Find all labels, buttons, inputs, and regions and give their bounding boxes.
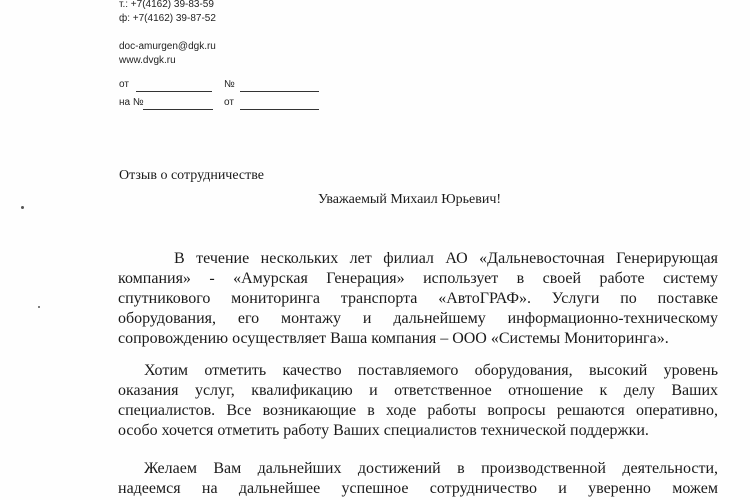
letter-greeting: Уважаемый Михаил Юрьевич! [318, 192, 502, 207]
reg-number-label: № [224, 79, 235, 90]
paragraph-line: Желаем Вам дальнейших достижений в производственной деятельности, [144, 460, 718, 477]
paragraph-line: сопровождению осуществляет Ваша компания – ООО «Системы Мониторинга». [118, 330, 669, 347]
paragraph-line: Хотим отметить качество поставляемого оборудования, высокий уровень [144, 362, 718, 379]
paragraph-line: спутникового мониторинга транспорта «АвтоГРАФ». Услуги по поставке [118, 290, 718, 307]
letterhead-website: www.dvgk.ru [119, 55, 176, 66]
paragraph-line: оборудования, его монтажу и дальнейшему информационно-техническому [118, 310, 718, 327]
reg-from-line [136, 91, 212, 92]
letter-paragraph-3 [118, 459, 718, 499]
paragraph-line: надеемся на дальнейшее успешное сотрудничество и уверенно можем [118, 480, 718, 497]
paragraph-line: В течение нескольких лет филиал АО «Дальневосточная Генерирующая [174, 250, 718, 267]
reg-from-label: от [119, 79, 129, 90]
reg-reply-from-label: от [224, 97, 234, 108]
letter-paragraph-2 [118, 361, 718, 441]
letterhead-fax: ф: +7(4162) 39-87-52 [119, 13, 216, 24]
reg-reply-from-line [240, 109, 319, 110]
letter-subject: Отзыв о сотрудничестве [119, 168, 264, 183]
letterhead-phone: т.: +7(4162) 39-83-59 [119, 0, 214, 10]
paragraph-line: компания» - «Амурская Генерация» использует в своей работе систему [118, 270, 718, 287]
paragraph-line: особо хочется отметить работу Ваших специалистов технической поддержки. [118, 422, 649, 439]
paragraph-line: специалистов. Все возникающие в ходе работы вопросы решаются оперативно, [118, 402, 718, 419]
reg-reply-to-line [143, 109, 213, 110]
paragraph-line: оказания услуг, квалификацию и ответственное отношение к делу Ваших [118, 382, 718, 399]
scan-speck [38, 306, 40, 308]
reg-reply-to-label: на № [119, 97, 144, 108]
scan-speck [21, 206, 24, 209]
letter-paragraph-1 [118, 249, 718, 349]
reg-number-line [240, 91, 319, 92]
letterhead-email: doc-amurgen@dgk.ru [119, 41, 216, 52]
